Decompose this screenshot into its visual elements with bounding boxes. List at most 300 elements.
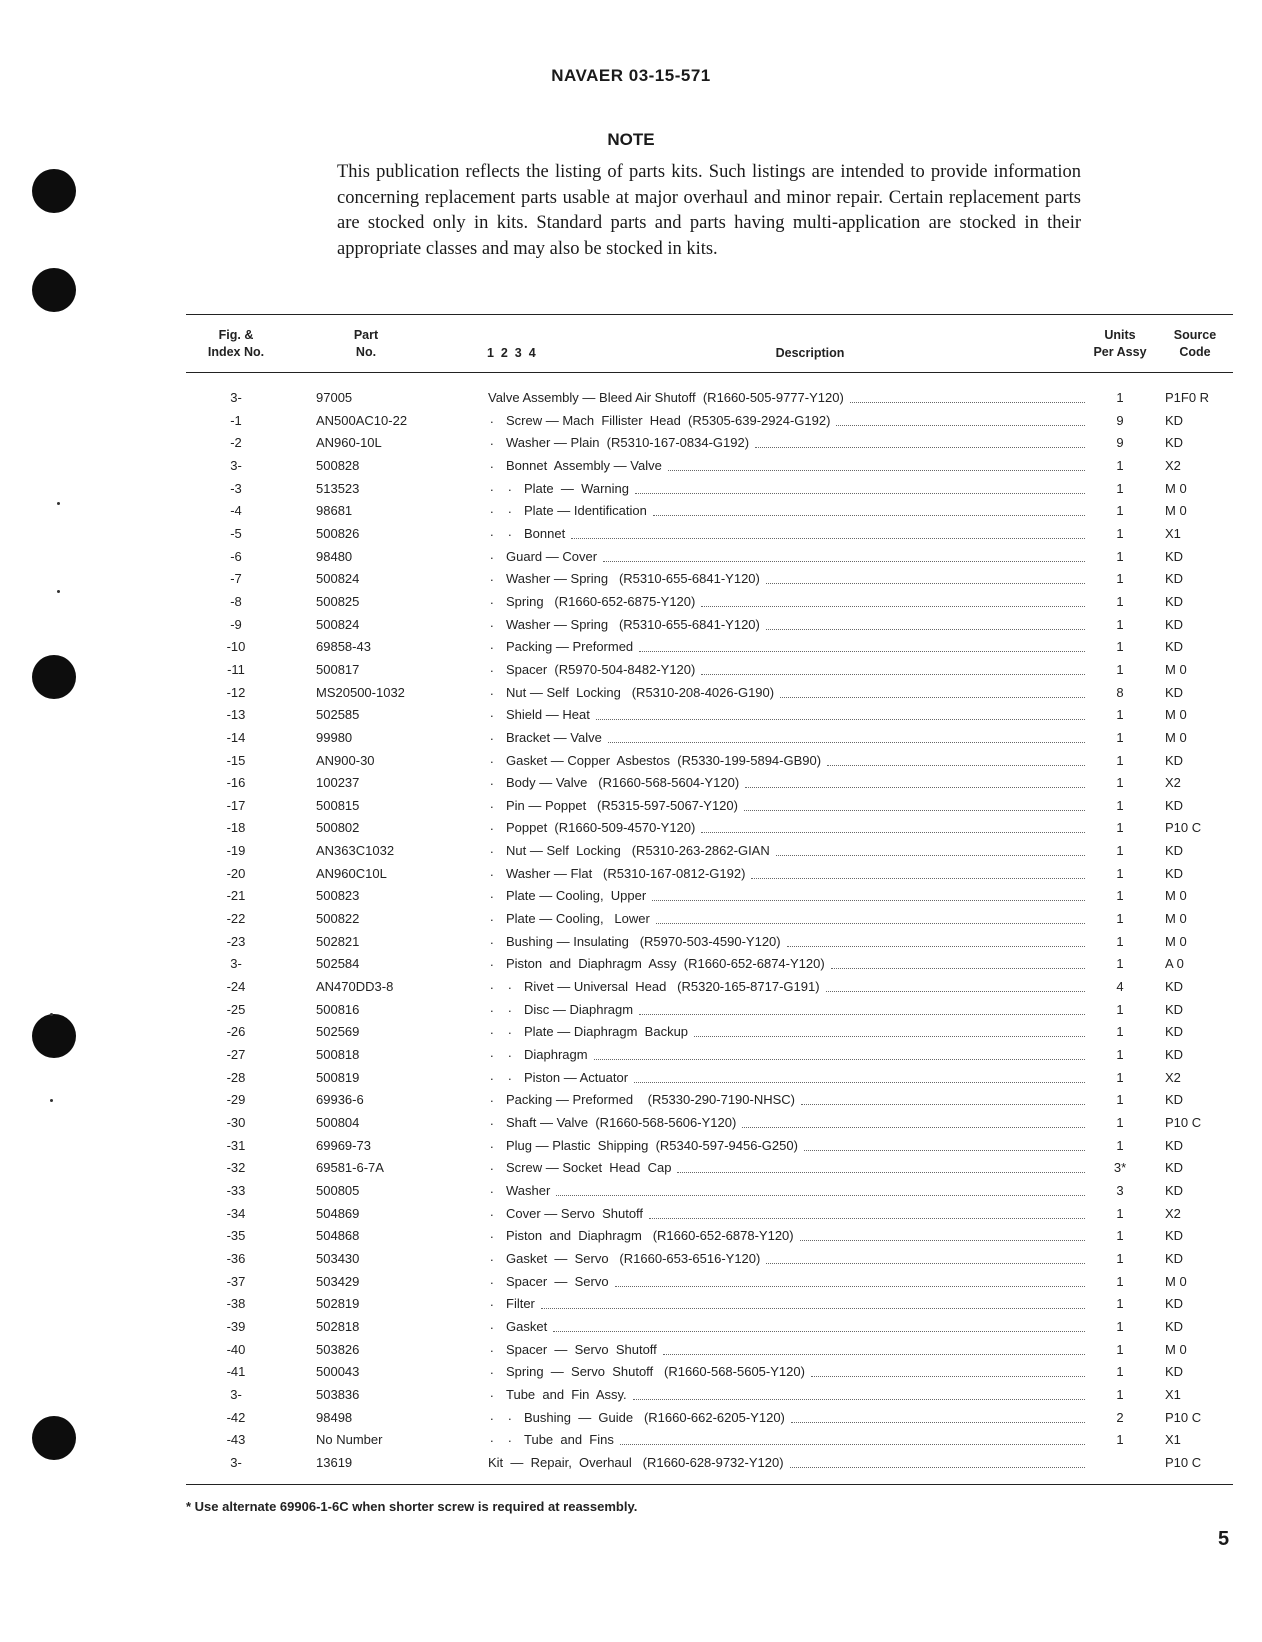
- table-row: [0, 1316, 1262, 1339]
- indent-dot: .: [490, 1022, 494, 1038]
- units-per-assy: 1: [1116, 956, 1124, 972]
- fig-index: -28: [226, 1069, 246, 1085]
- fig-index: -40: [226, 1341, 246, 1357]
- indent-dot: .: [508, 977, 512, 993]
- part-number: 500825: [316, 593, 360, 609]
- indent-dot: .: [508, 501, 512, 517]
- units-per-assy: 1: [1116, 1318, 1124, 1334]
- fig-index: 3-: [230, 1386, 242, 1402]
- part-number: 98681: [316, 503, 353, 519]
- source-code: M 0: [1165, 707, 1187, 723]
- fig-index: -43: [226, 1432, 246, 1448]
- source-code: KD: [1165, 1047, 1184, 1063]
- part-number: 500043: [316, 1364, 360, 1380]
- part-description: Bracket — Valve: [506, 729, 602, 745]
- part-description: Filter: [506, 1296, 535, 1312]
- source-code: KD: [1165, 571, 1184, 587]
- indent-dot: .: [490, 1407, 494, 1423]
- fig-index: -15: [226, 752, 246, 768]
- part-number: 69581-6-7A: [316, 1160, 384, 1176]
- part-number: AN500AC10-22: [316, 412, 408, 428]
- table-row: [0, 682, 1262, 705]
- part-description: Washer — Spring (R5310-655-6841-Y120): [506, 616, 760, 632]
- indent-dot: .: [490, 863, 494, 879]
- col-header-levels: 1 2 3 4: [487, 346, 536, 360]
- indent-dot: .: [490, 1226, 494, 1242]
- indent-dot: .: [490, 841, 494, 857]
- fig-index: -6: [230, 548, 242, 564]
- part-description: Spring — Servo Shutoff (R1660-568-5605-Y120): [506, 1364, 805, 1380]
- units-per-assy: 1: [1116, 1115, 1124, 1130]
- table-row: [0, 387, 1262, 410]
- table-row: [0, 863, 1262, 886]
- dot-leader: [615, 1286, 1085, 1287]
- indent-dot: .: [508, 999, 512, 1015]
- table-row: [0, 1180, 1262, 1203]
- units-per-assy: 1: [1116, 1069, 1124, 1085]
- source-code: M 0: [1165, 911, 1187, 927]
- dot-leader: [780, 697, 1085, 698]
- table-row: [0, 1135, 1262, 1158]
- source-code: KD: [1165, 1250, 1184, 1266]
- indent-dot: .: [490, 1271, 494, 1287]
- source-code: X2: [1165, 1205, 1181, 1221]
- fig-index: -9: [230, 616, 242, 632]
- table-row: [0, 1157, 1262, 1180]
- part-number: 504869: [316, 1205, 360, 1221]
- dot-leader: [787, 946, 1085, 947]
- indent-dot: .: [490, 1384, 494, 1400]
- units-per-assy: 1: [1116, 820, 1124, 836]
- parts-table-body: [0, 387, 1262, 1475]
- fig-index: -5: [230, 525, 242, 541]
- part-description: Plate — Warning: [524, 480, 630, 496]
- units-per-assy: 1: [1116, 503, 1124, 519]
- table-bottom-rule: [186, 1484, 1233, 1485]
- units-per-assy: 1: [1116, 1341, 1124, 1357]
- indent-dot: .: [490, 410, 494, 426]
- source-code: KD: [1165, 865, 1184, 881]
- dot-leader: [694, 1036, 1085, 1037]
- units-per-assy: 1: [1116, 525, 1124, 541]
- part-description: Shield — Heat: [506, 707, 590, 723]
- indent-dot: .: [490, 682, 494, 698]
- dot-leader: [541, 1308, 1085, 1309]
- part-number: 98480: [316, 548, 353, 564]
- source-code: X1: [1165, 1432, 1181, 1448]
- fig-index: -10: [226, 639, 246, 655]
- col-header-fig: Fig. & Index No.: [207, 328, 265, 359]
- table-row: [0, 1429, 1262, 1452]
- source-code: KD: [1165, 1137, 1184, 1153]
- units-per-assy: 1: [1116, 1273, 1124, 1289]
- table-row: [0, 546, 1262, 569]
- part-description: Plate — Diaphragm Backup: [524, 1024, 689, 1040]
- part-number: 504868: [316, 1228, 360, 1244]
- dot-leader: [596, 719, 1085, 720]
- fig-index: -12: [226, 684, 246, 700]
- table-row: [0, 1361, 1262, 1384]
- units-per-assy: 9: [1116, 412, 1124, 428]
- part-number: 500805: [316, 1182, 360, 1198]
- table-row: [0, 614, 1262, 637]
- units-per-assy: 1: [1116, 1047, 1124, 1063]
- dot-leader: [633, 1399, 1085, 1400]
- fig-index: -29: [226, 1092, 246, 1108]
- table-row: [0, 840, 1262, 863]
- indent-dot: .: [508, 478, 512, 494]
- source-code: P1F0 R: [1165, 390, 1210, 405]
- source-code: KD: [1165, 1318, 1184, 1334]
- part-description: Spacer — Servo: [506, 1273, 609, 1289]
- source-code: KD: [1165, 1228, 1184, 1244]
- part-description: Disc — Diaphragm: [524, 1001, 634, 1017]
- source-code: KD: [1165, 979, 1184, 995]
- table-row: [0, 1293, 1262, 1316]
- fig-index: -20: [226, 865, 246, 881]
- table-row: [0, 1044, 1262, 1067]
- part-description: Rivet — Universal Head (R5320-165-8717-G191): [524, 979, 820, 995]
- table-row: [0, 591, 1262, 614]
- fig-index: -32: [226, 1160, 246, 1176]
- dot-leader: [801, 1104, 1085, 1105]
- units-per-assy: 1: [1116, 1001, 1124, 1017]
- source-code: P10 C: [1165, 1409, 1202, 1425]
- table-header-rule: [186, 372, 1233, 373]
- source-code: M 0: [1165, 888, 1187, 904]
- table-row: [0, 523, 1262, 546]
- table-row: [0, 478, 1262, 501]
- part-description: Bushing — Guide (R1660-662-6205-Y120): [524, 1409, 785, 1425]
- source-code: KD: [1165, 1024, 1184, 1040]
- part-number: 513523: [316, 480, 360, 496]
- table-row: [0, 1021, 1262, 1044]
- dot-leader: [701, 606, 1085, 607]
- units-per-assy: 1: [1116, 865, 1124, 881]
- table-row: [0, 1112, 1262, 1135]
- source-code: A 0: [1165, 956, 1184, 972]
- part-description: Bonnet: [524, 525, 566, 541]
- fig-index: -35: [226, 1228, 246, 1244]
- part-description: Nut — Self Locking (R5310-208-4026-G190): [506, 684, 775, 700]
- part-number: 500824: [316, 616, 360, 632]
- units-per-assy: 1: [1116, 843, 1124, 859]
- fig-index: -14: [226, 729, 246, 745]
- part-description: Plate — Cooling, Upper: [506, 888, 647, 904]
- table-row: [0, 568, 1262, 591]
- part-description: Gasket — Servo (R1660-653-6516-Y120): [506, 1250, 761, 1266]
- fig-index: -39: [226, 1318, 246, 1334]
- part-number: 503429: [316, 1273, 360, 1289]
- indent-dot: .: [490, 727, 494, 743]
- fig-index: 3-: [230, 457, 242, 473]
- part-description: Poppet (R1660-509-4570-Y120): [506, 820, 696, 836]
- indent-dot: .: [490, 659, 494, 675]
- indent-dot: .: [490, 954, 494, 970]
- col-header-description: Description: [775, 346, 845, 360]
- part-description: Screw — Socket Head Cap: [506, 1160, 672, 1176]
- table-row: [0, 999, 1262, 1022]
- units-per-assy: 1: [1116, 480, 1124, 496]
- indent-dot: .: [490, 433, 494, 449]
- indent-dot: .: [490, 1203, 494, 1219]
- part-number: 500818: [316, 1047, 360, 1063]
- fig-index: -38: [226, 1296, 246, 1312]
- indent-dot: .: [490, 1362, 494, 1378]
- fig-index: -24: [226, 979, 246, 995]
- indent-dot: .: [490, 1067, 494, 1083]
- dot-leader: [804, 1150, 1085, 1151]
- fig-index: -23: [226, 933, 246, 949]
- part-description: Plug — Plastic Shipping (R5340-597-9456-G250): [506, 1137, 798, 1153]
- part-number: 500828: [316, 457, 360, 473]
- indent-dot: .: [490, 795, 494, 811]
- indent-dot: .: [490, 637, 494, 653]
- indent-dot: .: [490, 999, 494, 1015]
- part-description: Packing — Preformed: [506, 639, 634, 655]
- part-number: AN363C1032: [316, 843, 395, 859]
- indent-dot: .: [490, 501, 494, 517]
- part-number: 99980: [316, 729, 353, 745]
- source-code: KD: [1165, 1364, 1184, 1380]
- indent-dot: .: [490, 1248, 494, 1264]
- units-per-assy: 1: [1116, 933, 1124, 949]
- dot-leader: [790, 1467, 1085, 1468]
- part-description: Plate — Cooling, Lower: [506, 911, 650, 927]
- table-row: [0, 1203, 1262, 1226]
- units-per-assy: 3*: [1113, 1160, 1127, 1176]
- dot-leader: [571, 538, 1085, 539]
- document-number: NAVAER 03-15-571: [551, 66, 711, 85]
- source-code: KD: [1165, 1182, 1184, 1198]
- dot-leader: [668, 470, 1085, 471]
- part-number: 500804: [316, 1115, 360, 1130]
- dot-leader: [766, 1263, 1085, 1264]
- part-description: Gasket — Copper Asbestos (R5330-199-5894-GB90): [506, 752, 822, 768]
- part-number: 502569: [316, 1024, 360, 1040]
- part-number: 69936-6: [316, 1092, 364, 1108]
- part-number: 500822: [316, 911, 360, 927]
- part-description: Diaphragm: [524, 1047, 588, 1063]
- indent-dot: .: [490, 614, 494, 630]
- dot-leader: [639, 1014, 1085, 1015]
- dot-leader: [634, 1082, 1085, 1083]
- units-per-assy: 1: [1116, 1024, 1124, 1040]
- footnote: * Use alternate 69906-1-6C when shorter screw is required at reassembly.: [186, 1499, 638, 1514]
- table-row: [0, 1452, 1262, 1475]
- source-code: KD: [1165, 1296, 1184, 1312]
- table-row: [0, 1271, 1262, 1294]
- dot-leader: [656, 923, 1085, 924]
- dot-leader: [755, 447, 1085, 448]
- indent-dot: .: [490, 818, 494, 834]
- part-description: Cover — Servo Shutoff: [506, 1205, 644, 1221]
- dot-leader: [701, 832, 1085, 833]
- indent-dot: .: [490, 909, 494, 925]
- part-number: 500802: [316, 820, 360, 836]
- table-row: [0, 432, 1262, 455]
- part-number: 500823: [316, 888, 360, 904]
- table-row: [0, 1067, 1262, 1090]
- part-number: 500819: [316, 1069, 360, 1085]
- source-code: P10 C: [1165, 820, 1202, 836]
- dot-leader: [652, 900, 1085, 901]
- table-row: [0, 1248, 1262, 1271]
- part-number: 502585: [316, 707, 360, 723]
- table-row: [0, 1225, 1262, 1248]
- source-code: KD: [1165, 435, 1184, 451]
- table-row: [0, 500, 1262, 523]
- fig-index: -8: [230, 593, 242, 609]
- fig-index: -17: [226, 797, 246, 813]
- part-number: 100237: [316, 775, 360, 791]
- fig-index: -16: [226, 775, 246, 791]
- dot-leader: [827, 765, 1085, 766]
- fig-index: -26: [226, 1024, 246, 1040]
- source-code: P10 C: [1165, 1115, 1202, 1130]
- part-number: 500817: [316, 661, 360, 677]
- dot-leader: [649, 1218, 1085, 1219]
- indent-dot: .: [490, 705, 494, 721]
- fig-index: -19: [226, 843, 246, 859]
- indent-dot: .: [490, 1135, 494, 1151]
- fig-index: -33: [226, 1182, 246, 1198]
- units-per-assy: 1: [1116, 1296, 1124, 1312]
- fig-index: -21: [226, 888, 246, 904]
- source-code: KD: [1165, 412, 1184, 428]
- source-code: M 0: [1165, 480, 1187, 496]
- table-row: [0, 704, 1262, 727]
- table-row: [0, 1384, 1262, 1407]
- source-code: M 0: [1165, 1341, 1187, 1357]
- source-code: X1: [1165, 1386, 1181, 1402]
- dot-leader: [677, 1172, 1085, 1173]
- part-description: Piston and Diaphragm Assy (R1660-652-6874-Y120): [506, 956, 825, 972]
- source-code: X2: [1165, 1069, 1181, 1085]
- part-number: MS20500-1032: [316, 684, 405, 700]
- fig-index: -36: [226, 1250, 246, 1266]
- part-number: AN960-10L: [316, 435, 382, 451]
- part-description: Kit — Repair, Overhaul (R1660-628-9732-Y120): [488, 1454, 784, 1470]
- fig-index: -3: [230, 480, 242, 496]
- part-description: Shaft — Valve (R1660-568-5606-Y120): [506, 1115, 737, 1130]
- indent-dot: .: [490, 1045, 494, 1061]
- part-description: Spring (R1660-652-6875-Y120): [506, 593, 696, 609]
- fig-index: 3-: [230, 1454, 242, 1470]
- indent-dot: .: [508, 1067, 512, 1083]
- dot-leader: [811, 1376, 1085, 1377]
- dot-leader: [826, 991, 1085, 992]
- part-number: 500826: [316, 525, 360, 541]
- table-row: [0, 976, 1262, 999]
- indent-dot: .: [490, 977, 494, 993]
- indent-dot: .: [508, 523, 512, 539]
- part-number: 69969-73: [316, 1137, 371, 1153]
- fig-index: -42: [226, 1409, 246, 1425]
- units-per-assy: 1: [1116, 639, 1124, 655]
- table-row: [0, 1407, 1262, 1430]
- units-per-assy: 9: [1116, 435, 1124, 451]
- source-code: M 0: [1165, 661, 1187, 677]
- part-description: Guard — Cover: [506, 548, 598, 564]
- part-number: 503836: [316, 1386, 360, 1402]
- part-description: Tube and Fin Assy.: [506, 1386, 627, 1402]
- dot-leader: [608, 742, 1085, 743]
- units-per-assy: 1: [1116, 457, 1124, 473]
- part-number: 13619: [316, 1454, 353, 1470]
- indent-dot: .: [490, 1339, 494, 1355]
- table-top-rule: [186, 314, 1233, 315]
- table-row: [0, 885, 1262, 908]
- table-row: [0, 817, 1262, 840]
- units-per-assy: 1: [1116, 797, 1124, 813]
- part-number: 502821: [316, 933, 360, 949]
- fig-index: 3-: [230, 390, 242, 405]
- part-description: Plate — Identification: [524, 503, 647, 519]
- part-description: Washer: [506, 1182, 551, 1198]
- indent-dot: .: [508, 1407, 512, 1423]
- indent-dot: .: [490, 1180, 494, 1196]
- indent-dot: .: [490, 1113, 494, 1128]
- note-body: This publication reflects the listing of parts kits. Such listings are intended to provide information concerning replacement parts usable at major overhaul and minor repair. Certain replacement parts are stocked only in kits. Standard parts and parts having multi-application are stocked in their appropriate classes and may also be stocked in kits.: [337, 162, 1081, 259]
- part-description: Bonnet Assembly — Valve: [506, 457, 662, 473]
- part-description: Valve Assembly — Bleed Air Shutoff (R1660-505-9777-Y120): [488, 390, 844, 405]
- fig-index: -27: [226, 1047, 246, 1063]
- part-description: Spacer (R5970-504-8482-Y120): [506, 661, 696, 677]
- fig-index: 3-: [230, 956, 242, 972]
- table-row: [0, 636, 1262, 659]
- dot-leader: [766, 583, 1085, 584]
- indent-dot: .: [490, 886, 494, 902]
- table-row: [0, 410, 1262, 433]
- units-per-assy: 1: [1116, 911, 1124, 927]
- units-per-assy: 1: [1116, 729, 1124, 745]
- source-code: X2: [1165, 775, 1181, 791]
- indent-dot: .: [490, 523, 494, 539]
- fig-index: -25: [226, 1001, 246, 1017]
- table-row: [0, 727, 1262, 750]
- fig-index: -1: [230, 412, 242, 428]
- table-row: [0, 953, 1262, 976]
- source-code: KD: [1165, 593, 1184, 609]
- fig-index: -22: [226, 911, 246, 927]
- source-code: M 0: [1165, 729, 1187, 745]
- indent-dot: .: [490, 1158, 494, 1174]
- indent-dot: .: [490, 1316, 494, 1332]
- dot-leader: [776, 855, 1085, 856]
- source-code: M 0: [1165, 503, 1187, 519]
- part-description: Washer — Plain (R5310-167-0834-G192): [506, 435, 750, 451]
- part-number: AN960C10L: [316, 865, 387, 881]
- indent-dot: .: [490, 1430, 494, 1446]
- units-per-assy: 1: [1116, 548, 1124, 564]
- fig-index: -41: [226, 1364, 246, 1380]
- dot-leader: [850, 402, 1085, 403]
- units-per-assy: 1: [1116, 775, 1124, 791]
- source-code: KD: [1165, 684, 1184, 700]
- part-description: Tube and Fins: [524, 1432, 614, 1448]
- units-per-assy: 1: [1116, 1205, 1124, 1221]
- part-description: Spacer — Servo Shutoff: [506, 1341, 657, 1357]
- fig-index: -7: [230, 571, 242, 587]
- units-per-assy: 1: [1116, 888, 1124, 904]
- fig-index: -2: [230, 435, 242, 451]
- fig-index: -37: [226, 1273, 246, 1289]
- dot-leader: [745, 787, 1085, 788]
- dot-leader: [653, 515, 1085, 516]
- units-per-assy: 8: [1116, 684, 1124, 700]
- indent-dot: .: [490, 478, 494, 494]
